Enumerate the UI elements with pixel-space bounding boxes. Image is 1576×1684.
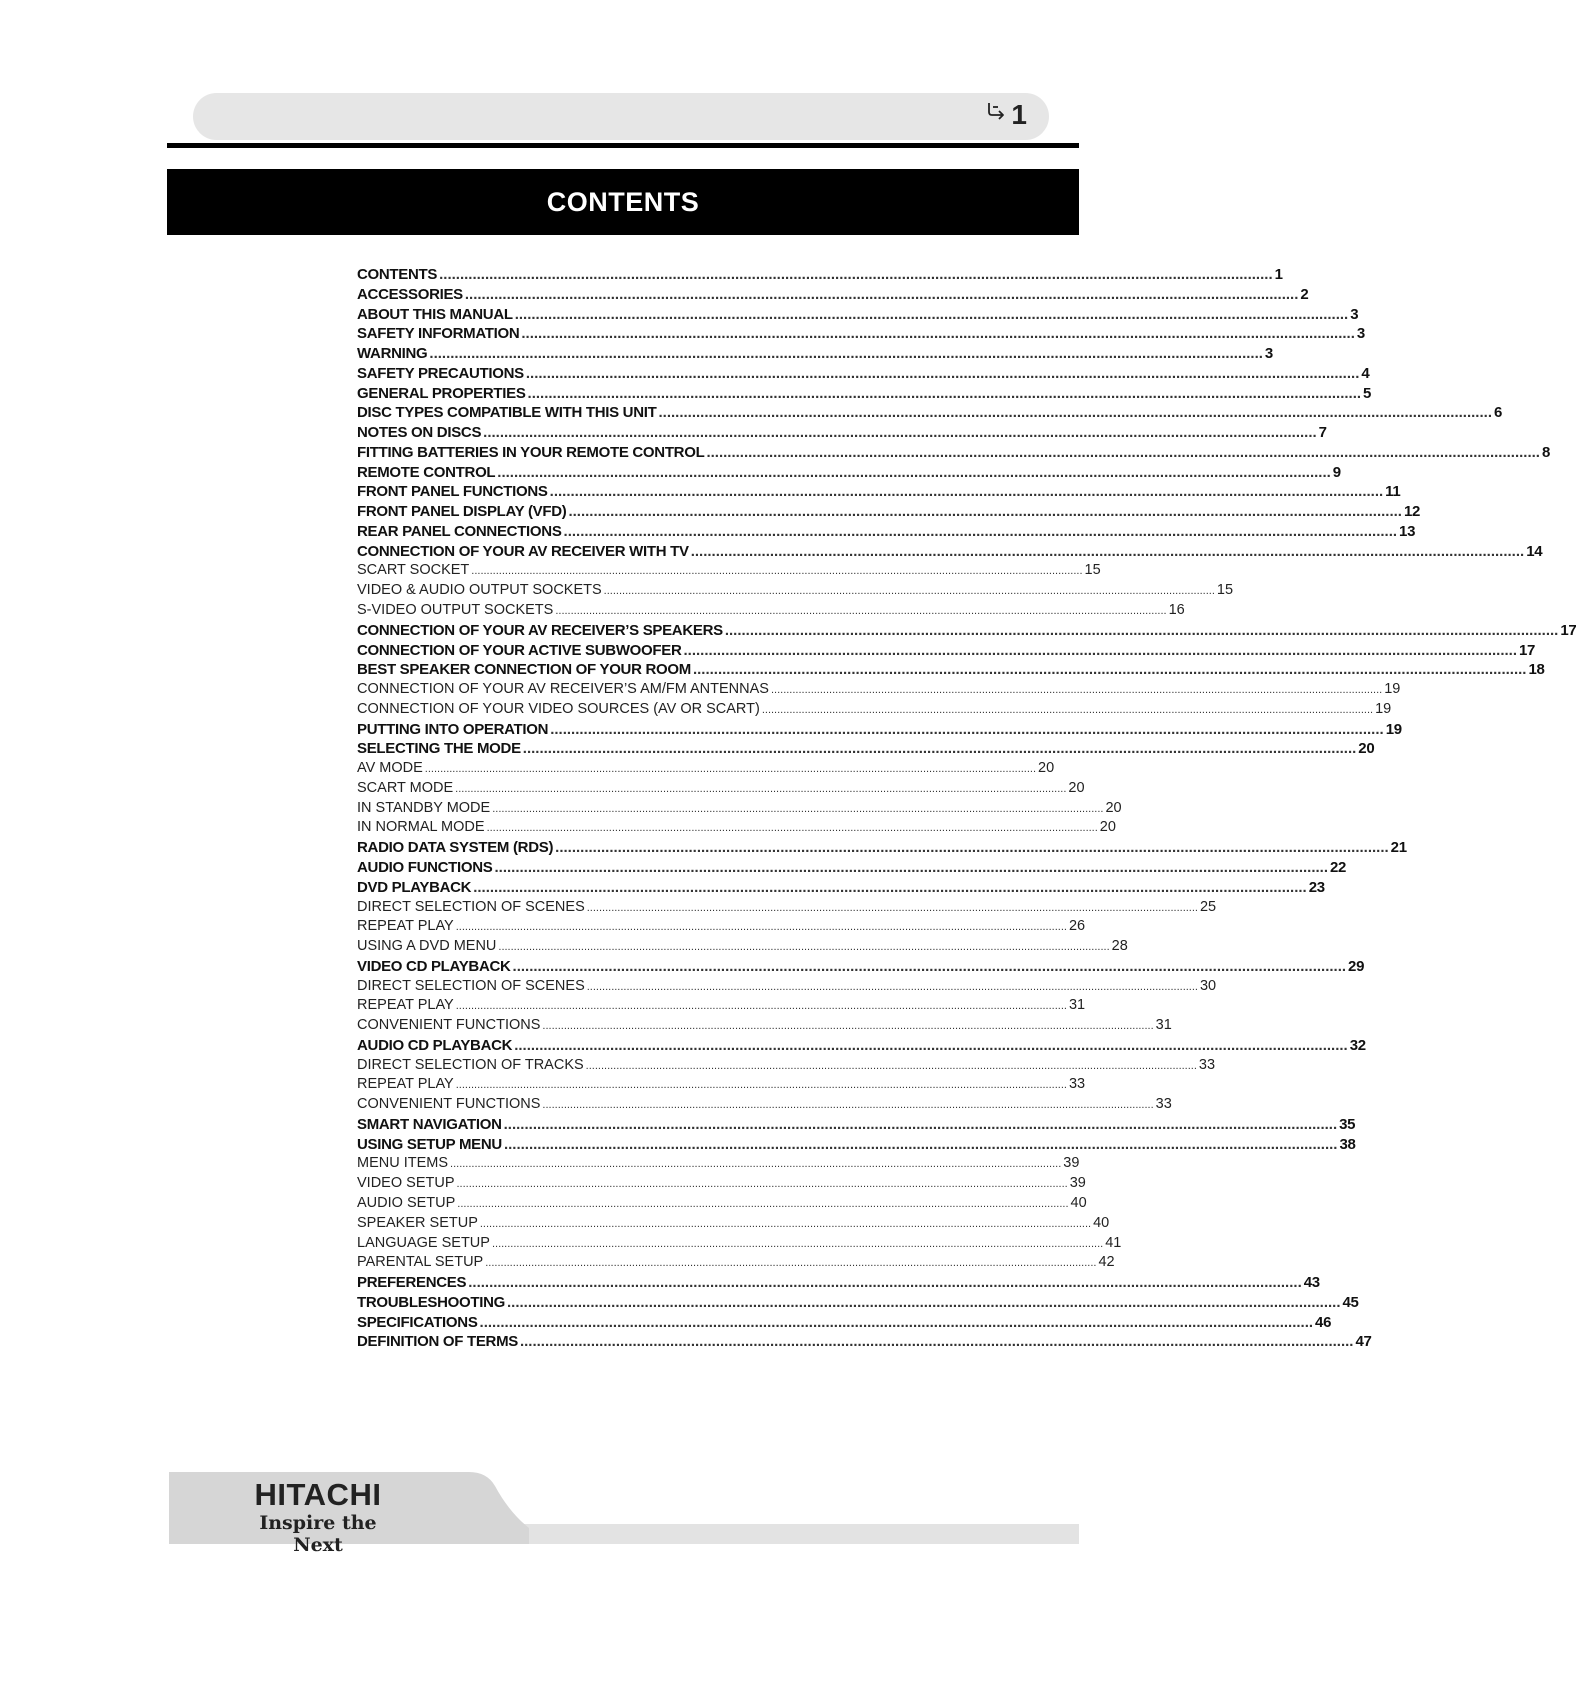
toc-entry-page: 15 (1216, 582, 1234, 599)
toc-entry-label: CONNECTION OF YOUR AV RECEIVER’S AM/FM ANTENNAS (357, 681, 769, 698)
toc-entry (357, 917, 1086, 937)
toc-entry-page: 33 (1198, 1056, 1216, 1073)
brand-tagline: Inspire the Next (259, 1512, 377, 1556)
toc-leader-dots: ........................................................................................................................................................................................................ (527, 384, 1362, 402)
toc-entry-page: 33 (1155, 1096, 1172, 1113)
toc-leader-dots: ........................................................................................................................................................................................................ (761, 703, 1374, 716)
toc-entry-label: VIDEO CD PLAYBACK (357, 957, 511, 975)
toc-entry-page: 4 (1361, 364, 1370, 382)
toc-entry (357, 265, 1283, 285)
toc-entry (357, 1234, 1122, 1254)
toc-entry (357, 1313, 1332, 1333)
toc-entry-label: REPEAT PLAY (357, 1076, 454, 1093)
toc-entry-page: 21 (1390, 839, 1407, 857)
toc-entry (357, 1174, 1086, 1194)
toc-entry (357, 878, 1325, 898)
toc-leader-dots: ........................................................................................................................................................................................................ (550, 720, 1384, 738)
toc-entry-label: CONNECTION OF YOUR AV RECEIVER’S SPEAKERS (357, 621, 723, 639)
toc-leader-dots: ........................................................................................................................................................................................................ (468, 1274, 1302, 1292)
toc-entry-label: CONVENIENT FUNCTIONS (357, 1096, 541, 1113)
toc-entry-page: 3 (1350, 305, 1359, 323)
toc-leader-dots: ........................................................................................................................................................................................................ (542, 1020, 1154, 1033)
toc-entry-label: GENERAL PROPERTIES (357, 384, 526, 402)
toc-entry-page: 14 (1526, 542, 1543, 560)
toc-entry (357, 364, 1370, 384)
toc-entry-label: DIRECT SELECTION OF SCENES (357, 977, 585, 994)
table-of-contents (357, 265, 1576, 1352)
toc-entry (357, 561, 1101, 581)
toc-leader-dots: ........................................................................................................................................................................................................ (503, 1135, 1338, 1153)
page-number-text: 1 (1011, 99, 1027, 130)
toc-entry-label: AUDIO CD PLAYBACK (357, 1036, 513, 1054)
toc-entry-page: 40 (1070, 1194, 1087, 1211)
brand-name: HITACHI (254, 1477, 382, 1512)
toc-leader-dots: ........................................................................................................................................................................................................ (585, 1059, 1197, 1072)
toc-entry-label: SAFETY PRECAUTIONS (357, 364, 524, 382)
toc-entry (357, 324, 1365, 344)
toc-entry-label: PUTTING INTO OPERATION (357, 720, 549, 738)
toc-entry-page: 12 (1403, 503, 1421, 521)
toc-entry-label: DIRECT SELECTION OF SCENES (357, 898, 585, 915)
toc-leader-dots: ........................................................................................................................................................................................................ (586, 980, 1198, 993)
toc-entry-page: 15 (1084, 562, 1101, 579)
toc-entry-page: 7 (1318, 424, 1327, 442)
toc-entry-page: 11 (1385, 483, 1401, 501)
toc-entry-page: 38 (1339, 1135, 1356, 1153)
toc-entry-page: 35 (1339, 1115, 1356, 1133)
toc-entry-page: 47 (1355, 1333, 1372, 1351)
toc-entry-label: ACCESSORIES (357, 285, 463, 303)
toc-entry (357, 1194, 1087, 1214)
toc-entry-label: REPEAT PLAY (357, 918, 454, 935)
toc-entry (357, 1016, 1172, 1036)
toc-entry-label: FRONT PANEL DISPLAY (VFD) (357, 503, 567, 521)
toc-leader-dots: ........................................................................................................................................................................................................ (692, 661, 1527, 679)
toc-leader-dots: ........................................................................................................................................................................................................ (485, 1257, 1097, 1270)
toc-entry-label: CONNECTION OF YOUR AV RECEIVER WITH TV (357, 542, 689, 560)
toc-leader-dots: ........................................................................................................................................................................................................ (439, 266, 1273, 283)
toc-entry (357, 581, 1234, 601)
toc-leader-dots: ........................................................................................................................................................................................................ (455, 782, 1067, 795)
toc-leader-dots: ........................................................................................................................................................................................................ (563, 522, 1398, 540)
toc-leader-dots: ........................................................................................................................................................................................................ (492, 802, 1104, 815)
toc-entry-page: 20 (1105, 799, 1122, 816)
toc-entry (357, 1214, 1110, 1234)
hitachi-logo (238, 1478, 398, 1556)
toc-entry (357, 285, 1309, 305)
toc-leader-dots: ........................................................................................................................................................................................................ (525, 364, 1360, 382)
toc-leader-dots: ........................................................................................................................................................................................................ (706, 443, 1540, 461)
toc-entry (357, 759, 1055, 779)
page-title: CONTENTS (546, 186, 700, 217)
hand-pointer-icon (985, 99, 1009, 131)
toc-entry-label: VIDEO SETUP (357, 1175, 455, 1192)
toc-entry (357, 1115, 1356, 1135)
toc-entry-label: LANGUAGE SETUP (357, 1234, 490, 1251)
toc-entry (357, 443, 1550, 463)
toc-entry-label: WARNING (357, 345, 428, 363)
toc-entry-label: SCART SOCKET (357, 562, 470, 579)
toc-entry (357, 937, 1128, 957)
toc-entry-label: PREFERENCES (357, 1274, 467, 1292)
toc-leader-dots: ........................................................................................................................................................................................................ (424, 763, 1037, 776)
toc-leader-dots: ........................................................................................................................................................................................................ (568, 503, 1402, 521)
toc-entry-page: 33 (1068, 1076, 1086, 1093)
toc-entry (357, 621, 1576, 641)
toc-entry-label: DIRECT SELECTION OF TRACKS (357, 1056, 584, 1073)
header-pill (193, 93, 1049, 140)
toc-entry-label: CONNECTION OF YOUR ACTIVE SUBWOOFER (357, 641, 682, 659)
toc-leader-dots: ........................................................................................................................................................................................................ (455, 921, 1067, 934)
toc-entry (357, 344, 1273, 364)
toc-entry-label: ABOUT THIS MANUAL (357, 305, 513, 323)
toc-leader-dots: ........................................................................................................................................................................................................ (483, 424, 1317, 442)
toc-entry (357, 660, 1545, 680)
toc-entry-page: 46 (1315, 1313, 1332, 1331)
toc-entry-page: 26 (1068, 918, 1086, 935)
toc-leader-dots: ........................................................................................................................................................................................................ (491, 1237, 1104, 1250)
toc-entry (357, 1273, 1320, 1293)
toc-entry-label: DISC TYPES COMPATIBLE WITH THIS UNIT (357, 404, 657, 422)
toc-entry-page: 17 (1519, 641, 1536, 659)
toc-entry-page: 23 (1308, 878, 1325, 896)
toc-leader-dots: ........................................................................................................................................................................................................ (471, 565, 1083, 578)
toc-leader-dots: ........................................................................................................................................................................................................ (683, 641, 1518, 659)
toc-entry (357, 779, 1085, 799)
toc-entry-page: 18 (1528, 661, 1545, 679)
toc-entry-page: 1 (1274, 266, 1283, 283)
toc-entry (357, 977, 1217, 997)
toc-entry-label: DVD PLAYBACK (357, 878, 472, 896)
toc-entry (357, 996, 1086, 1016)
toc-entry-label: CONTENTS (357, 266, 438, 283)
toc-entry (357, 384, 1372, 404)
toc-leader-dots: ........................................................................................................................................................................................................ (456, 1178, 1068, 1191)
toc-leader-dots: ........................................................................................................................................................................................................ (770, 684, 1383, 697)
toc-entry (357, 1056, 1216, 1076)
toc-entry-label: NOTES ON DISCS (357, 424, 482, 442)
toc-entry (357, 957, 1365, 977)
toc-entry (357, 522, 1416, 542)
toc-entry-label: REMOTE CONTROL (357, 463, 496, 481)
toc-entry-page: 22 (1330, 858, 1347, 876)
toc-entry-page: 29 (1348, 957, 1365, 975)
toc-entry-page: 31 (1155, 1017, 1172, 1034)
toc-leader-dots: ........................................................................................................................................................................................................ (479, 1217, 1092, 1230)
toc-leader-dots: ........................................................................................................................................................................................................ (464, 285, 1299, 303)
toc-entry-label: MENU ITEMS (357, 1155, 449, 1172)
toc-entry (357, 1293, 1359, 1313)
toc-entry (357, 1036, 1366, 1056)
toc-leader-dots: ........................................................................................................................................................................................................ (455, 1079, 1067, 1092)
header-rule (167, 143, 1079, 148)
toc-entry-page: 9 (1332, 463, 1341, 481)
toc-leader-dots: ........................................................................................................................................................................................................ (724, 621, 1559, 639)
toc-entry-label: USING A DVD MENU (357, 938, 497, 955)
toc-entry (357, 463, 1341, 483)
toc-leader-dots: ........................................................................................................................................................................................................ (512, 957, 1347, 975)
toc-entry-label: CONNECTION OF YOUR VIDEO SOURCES (AV OR SCART) (357, 700, 760, 717)
toc-entry-page: 40 (1093, 1214, 1110, 1231)
toc-entry-label: SCART MODE (357, 779, 454, 796)
toc-entry-label: FRONT PANEL FUNCTIONS (357, 483, 548, 501)
toc-entry-label: SPECIFICATIONS (357, 1313, 478, 1331)
toc-entry-page: 17 (1560, 621, 1576, 639)
toc-entry (357, 1135, 1356, 1155)
toc-entry (357, 1154, 1080, 1174)
toc-entry-label: AV MODE (357, 760, 423, 777)
toc-entry-label: REPEAT PLAY (357, 997, 454, 1014)
toc-entry-page: 43 (1303, 1274, 1320, 1292)
toc-entry-label: FITTING BATTERIES IN YOUR REMOTE CONTROL (357, 443, 705, 461)
toc-entry-label: IN STANDBY MODE (357, 799, 491, 816)
toc-entry (357, 502, 1421, 522)
toc-entry (357, 739, 1375, 759)
toc-entry (357, 641, 1536, 661)
toc-entry (357, 799, 1122, 819)
toc-entry-label: SELECTING THE MODE (357, 740, 521, 758)
toc-leader-dots: ........................................................................................................................................................................................................ (498, 941, 1110, 954)
toc-entry-label: TROUBLESHOOTING (357, 1293, 505, 1311)
toc-entry (357, 680, 1401, 700)
toc-leader-dots: ........................................................................................................................................................................................................ (522, 740, 1357, 758)
toc-entry-page: 3 (1264, 345, 1273, 363)
toc-entry-page: 25 (1199, 898, 1217, 915)
toc-entry-page: 19 (1375, 700, 1392, 717)
toc-entry-page: 20 (1068, 779, 1085, 796)
toc-leader-dots: ........................................................................................................................................................................................................ (555, 605, 1167, 618)
toc-entry-label: AUDIO FUNCTIONS (357, 858, 493, 876)
toc-entry-page: 5 (1363, 384, 1372, 402)
toc-entry-page: 32 (1349, 1036, 1366, 1054)
toc-entry (357, 838, 1407, 858)
toc-entry-page: 8 (1541, 443, 1550, 461)
toc-entry-label: REAR PANEL CONNECTIONS (357, 522, 562, 540)
toc-entry-label: DEFINITION OF TERMS (357, 1333, 518, 1351)
toc-entry-page: 31 (1068, 997, 1086, 1014)
toc-entry-label: SPEAKER SETUP (357, 1214, 478, 1231)
page-number (985, 99, 1027, 131)
toc-leader-dots: ........................................................................................................................................................................................................ (658, 404, 1492, 422)
toc-entry (357, 1332, 1372, 1352)
toc-entry-label: USING SETUP MENU (357, 1135, 502, 1153)
toc-leader-dots: ........................................................................................................................................................................................................ (519, 1333, 1354, 1351)
toc-entry-page: 45 (1342, 1293, 1359, 1311)
toc-leader-dots: ........................................................................................................................................................................................................ (497, 463, 1331, 481)
toc-entry (357, 1253, 1115, 1273)
toc-entry-label: SMART NAVIGATION (357, 1115, 502, 1133)
toc-entry (357, 423, 1327, 443)
toc-entry-label: BEST SPEAKER CONNECTION OF YOUR ROOM (357, 661, 691, 679)
toc-entry (357, 818, 1116, 838)
toc-entry-page: 20 (1038, 760, 1055, 777)
toc-entry-page: 20 (1099, 819, 1116, 836)
toc-entry-page: 39 (1069, 1175, 1086, 1192)
toc-entry-page: 13 (1399, 522, 1416, 540)
toc-leader-dots: ........................................................................................................................................................................................................ (494, 858, 1328, 876)
toc-entry (357, 858, 1347, 878)
toc-leader-dots: ........................................................................................................................................................................................................ (457, 1197, 1069, 1210)
toc-entry-label: PARENTAL SETUP (357, 1254, 484, 1271)
toc-entry (357, 403, 1503, 423)
toc-entry-page: 20 (1358, 740, 1375, 758)
toc-entry-page: 16 (1168, 602, 1185, 619)
toc-entry (357, 720, 1402, 740)
toc-leader-dots: ........................................................................................................................................................................................................ (486, 822, 1098, 835)
toc-entry-page: 39 (1063, 1155, 1080, 1172)
toc-entry-page: 3 (1356, 325, 1365, 343)
toc-leader-dots: ........................................................................................................................................................................................................ (507, 1293, 1341, 1311)
toc-entry-page: 42 (1098, 1254, 1115, 1271)
toc-entry-label: S-VIDEO OUTPUT SOCKETS (357, 602, 554, 619)
toc-leader-dots: ........................................................................................................................................................................................................ (542, 1099, 1154, 1112)
toc-leader-dots: ........................................................................................................................................................................................................ (514, 305, 1349, 323)
toc-entry (357, 700, 1392, 720)
toc-leader-dots: ........................................................................................................................................................................................................ (586, 901, 1198, 914)
toc-entry (357, 898, 1217, 918)
toc-leader-dots: ........................................................................................................................................................................................................ (521, 325, 1355, 343)
toc-leader-dots: ........................................................................................................................................................................................................ (555, 839, 1389, 857)
toc-leader-dots: ........................................................................................................................................................................................................ (455, 1000, 1067, 1013)
toc-entry-page: 28 (1111, 938, 1128, 955)
toc-entry (357, 601, 1185, 621)
toc-leader-dots: ........................................................................................................................................................................................................ (429, 345, 1263, 363)
toc-leader-dots: ........................................................................................................................................................................................................ (479, 1313, 1314, 1331)
toc-leader-dots: ........................................................................................................................................................................................................ (549, 483, 1384, 501)
toc-leader-dots: ........................................................................................................................................................................................................ (450, 1158, 1062, 1171)
toc-leader-dots: ........................................................................................................................................................................................................ (473, 878, 1307, 896)
toc-leader-dots: ........................................................................................................................................................................................................ (690, 542, 1525, 560)
toc-entry-page: 30 (1199, 977, 1217, 994)
toc-entry-page: 19 (1385, 720, 1402, 738)
toc-entry-label: AUDIO SETUP (357, 1194, 456, 1211)
toc-entry (357, 482, 1401, 502)
toc-entry-page: 6 (1493, 404, 1503, 422)
toc-entry (357, 305, 1359, 325)
toc-entry (357, 1095, 1172, 1115)
toc-entry-label: SAFETY INFORMATION (357, 325, 520, 343)
toc-entry (357, 542, 1543, 562)
title-band (167, 169, 1079, 235)
toc-entry-label: RADIO DATA SYSTEM (RDS) (357, 839, 554, 857)
toc-entry-label: VIDEO & AUDIO OUTPUT SOCKETS (357, 582, 602, 599)
toc-entry-label: IN NORMAL MODE (357, 819, 485, 836)
toc-leader-dots: ........................................................................................................................................................................................................ (603, 585, 1215, 598)
toc-entry-label: CONVENIENT FUNCTIONS (357, 1017, 541, 1034)
toc-entry (357, 1075, 1086, 1095)
toc-leader-dots: ........................................................................................................................................................................................................ (514, 1036, 1348, 1054)
toc-leader-dots: ........................................................................................................................................................................................................ (503, 1115, 1338, 1133)
toc-entry-page: 2 (1300, 285, 1309, 303)
toc-entry-page: 41 (1105, 1234, 1122, 1251)
toc-entry-page: 19 (1384, 681, 1401, 698)
